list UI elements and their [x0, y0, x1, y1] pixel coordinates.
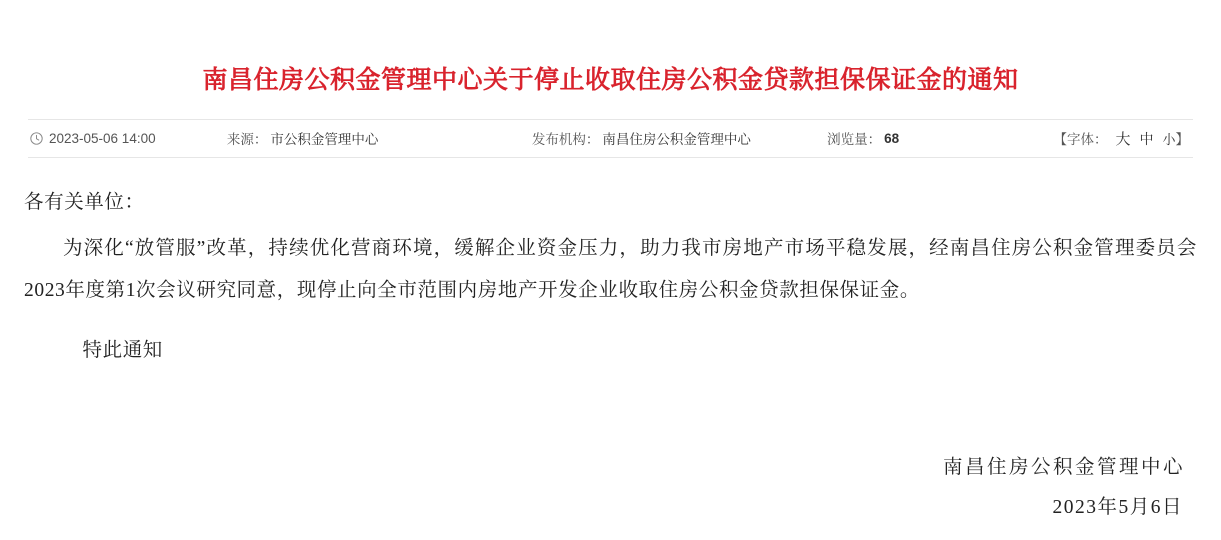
signature-organization: 南昌住房公积金管理中心	[942, 456, 1185, 478]
body-paragraph-1: 为深化“放管服”改革，持续优化营商环境，缓解企业资金压力，助力我市房地产市场平稳发展，经南昌住房公积金管理委员会2023年度第1次会议研究同意，现停止向全市范围内房地产开发企业收取住房公积金贷款担保保证金。	[24, 237, 1197, 301]
publisher-value: 南昌住房公积金管理中心	[602, 132, 751, 148]
article-body	[24, 158, 1197, 372]
publisher-label: 发布机构：	[531, 132, 600, 148]
view-count-value: 68	[884, 130, 900, 146]
signature-block	[0, 448, 1221, 528]
body-closing: 特此通知	[82, 339, 163, 361]
source-label: 来源：	[226, 132, 268, 148]
font-size-medium-button[interactable]: 中	[1139, 130, 1154, 147]
article-meta-bar	[28, 119, 1193, 158]
font-size-large-button[interactable]: 大	[1115, 130, 1131, 148]
font-size-label: 【字体：	[1053, 132, 1108, 148]
font-size-small-button[interactable]: 小	[1162, 131, 1176, 147]
publish-date	[28, 131, 227, 146]
font-size-label-end: 】	[1175, 132, 1190, 148]
publish-date-value: 2023-05-06 14:00	[49, 130, 156, 146]
publisher	[532, 128, 827, 148]
clock-icon	[30, 132, 43, 145]
font-size-controls	[1053, 128, 1193, 149]
view-count-label: 浏览量：	[827, 132, 882, 148]
salutation: 各有关单位：	[24, 191, 145, 213]
document-page	[0, 17, 1221, 540]
source-value: 市公积金管理中心	[270, 132, 379, 148]
view-count	[827, 128, 1053, 148]
source	[227, 128, 532, 148]
page-title: 南昌住房公积金管理中心关于停止收取住房公积金贷款担保保证金的通知	[202, 65, 1019, 94]
signature-date: 2023年5月6日	[1052, 496, 1183, 518]
